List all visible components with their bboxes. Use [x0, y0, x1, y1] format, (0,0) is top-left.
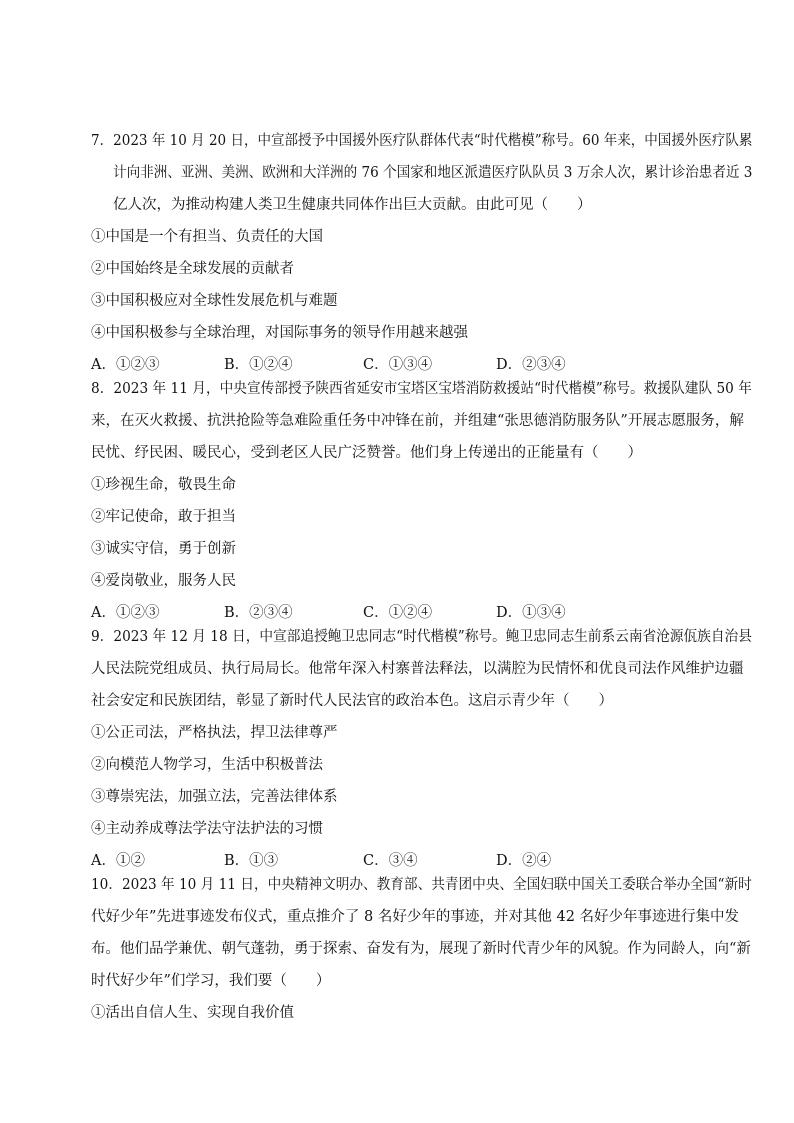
answer-d: D．②④ — [496, 853, 552, 869]
question-8-option-3: ③诚实守信，勇于创新 — [91, 541, 236, 557]
question-9-option-2: ②向模范人物学习，生活中积极普法 — [91, 757, 323, 773]
question-8-option-1: ①珍视生命，敬畏生命 — [91, 477, 236, 493]
question-10-line-1: 10．2023 年 10 月 11 日，中央精神文明办、教育部、共青团中央、全国妇联中国关工委联合举办全国“新时 — [91, 877, 752, 893]
question-7-line-2: 计向非洲、亚洲、美洲、欧洲和大洋洲的 76 个国家和地区派遣医疗队队员 3 万余人次，累计诊治患者近 3 — [113, 165, 753, 181]
answer-b: B．①②④ — [224, 357, 293, 373]
answer-a: A．①② — [91, 853, 145, 869]
question-7-option-4: ④中国积极参与全球治理，对国际事务的领导作用越来越强 — [91, 325, 468, 341]
question-10-line-4: 时代好少年”们学习，我们要（ ） — [91, 973, 331, 989]
question-7-option-3: ③中国积极应对全球性发展危机与难题 — [91, 293, 338, 309]
question-7-option-1: ①中国是一个有担当、负责任的大国 — [91, 229, 323, 245]
question-8-line-3: 民忧、纾民困、暖民心，受到老区人民广泛赞誉。他们身上传递出的正能量有（ ） — [91, 445, 642, 461]
answer-d: D．②③④ — [496, 357, 566, 373]
question-8-option-4: ④爱岗敬业，服务人民 — [91, 573, 236, 589]
question-8-option-2: ②牢记使命，敢于担当 — [91, 509, 236, 525]
question-9-option-1: ①公正司法，严格执法，捍卫法律尊严 — [91, 725, 338, 741]
answer-b: B．②③④ — [224, 605, 293, 621]
answer-c: C．①③④ — [363, 357, 433, 373]
answer-a: A．①②③ — [91, 605, 160, 621]
question-10-line-3: 布。他们品学兼优、朝气蓬勃，勇于探索、奋发有为，展现了新时代青少年的风貌。作为同龄人，向“新 — [91, 941, 751, 957]
answer-a: A．①②③ — [91, 357, 160, 373]
question-9-line-1: 9．2023 年 12 月 18 日，中宣部追授鲍卫忠同志“时代楷模”称号。鲍卫忠同志生前系云南省沧源佤族自治县 — [91, 629, 752, 645]
answer-c: C．③④ — [363, 853, 418, 869]
answer-c: C．①②④ — [363, 605, 433, 621]
question-9-option-3: ③尊崇宪法，加强立法，完善法律体系 — [91, 789, 338, 805]
answer-b: B．①③ — [224, 853, 279, 869]
question-8-line-1: 8．2023 年 11 月，中央宣传部授予陕西省延安市宝塔区宝塔消防救援站“时代楷模”称号。救援队建队 50 年 — [91, 381, 752, 397]
question-7-option-2: ②中国始终是全球发展的贡献者 — [91, 261, 294, 277]
question-9-line-3: 社会安定和民族团结，彰显了新时代人民法官的政治本色。这启示青少年（ ） — [91, 693, 613, 709]
question-10-line-2: 代好少年”先进事迹发布仪式，重点推介了 8 名好少年的事迹，并对其他 42 名好少年事迹进行集中发 — [91, 909, 740, 925]
question-10-option-1: ①活出自信人生、实现自我价值 — [91, 1005, 294, 1021]
question-9-option-4: ④主动养成尊法学法守法护法的习惯 — [91, 821, 323, 837]
question-7-line-1: 7．2023 年 10 月 20 日，中宣部授予中国援外医疗队群体代表“时代楷模”称号。60 年来，中国援外医疗队累 — [91, 133, 753, 149]
question-8-line-2: 来，在灭火救援、抗洪抢险等急难险重任务中冲锋在前，并组建“张思德消防服务队”开展志愿服务，解 — [91, 413, 744, 429]
answer-d: D．①③④ — [496, 605, 566, 621]
question-7-line-3: 亿人次，为推动构建人类卫生健康共同体作出巨大贡献。由此可见（ ） — [113, 197, 592, 213]
question-9-line-2: 人民法院党组成员、执行局局长。他常年深入村寨普法释法，以满腔为民情怀和优良司法作风维护边疆 — [91, 661, 744, 677]
